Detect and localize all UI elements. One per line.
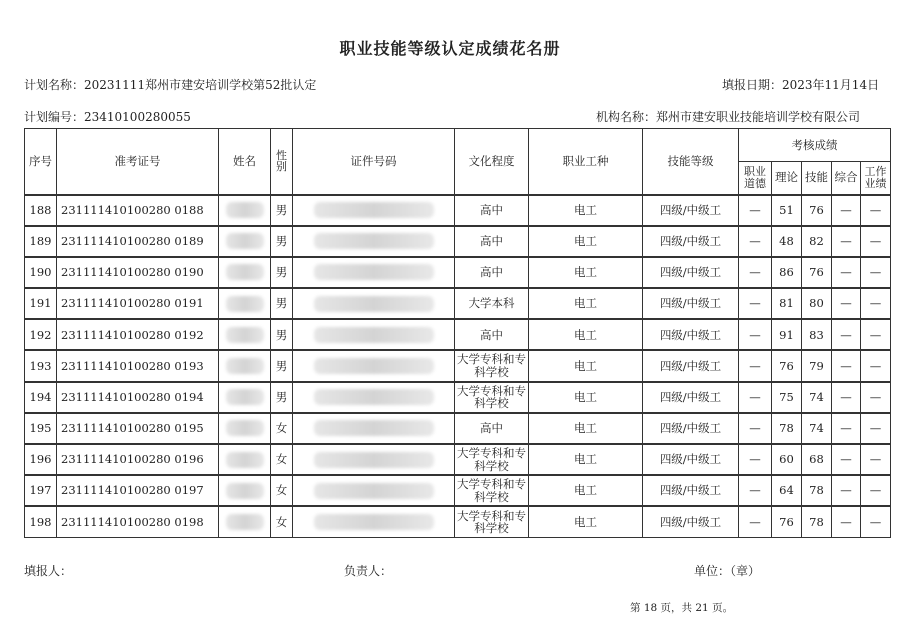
cell-job: 电工 [529, 195, 643, 226]
cell-education: 大学专科和专科学校 [455, 475, 529, 506]
cell-theory: 64 [772, 475, 802, 506]
cell-exam-no: 231111410100280 0197 [57, 475, 219, 506]
cell-job: 电工 [529, 288, 643, 319]
table-row [25, 444, 891, 475]
cell-exam-no: 231111410100280 0196 [57, 444, 219, 475]
cell-id-redacted [293, 350, 455, 381]
cell-id-redacted [293, 226, 455, 257]
cell-name-redacted [219, 413, 271, 444]
cell-seq: 189 [25, 226, 57, 257]
redacted-name [226, 452, 264, 468]
cell-education: 大学专科和专科学校 [455, 382, 529, 413]
cell-ethics: — [739, 288, 772, 319]
redacted-id [314, 233, 434, 249]
cell-skill: 80 [802, 288, 832, 319]
cell-education: 大学专科和专科学校 [455, 506, 529, 537]
redacted-id [314, 420, 434, 436]
cell-exam-no: 231111410100280 0193 [57, 350, 219, 381]
cell-ethics: — [739, 226, 772, 257]
cell-performance: — [861, 288, 891, 319]
cell-level: 四级/中级工 [643, 350, 739, 381]
cell-seq: 194 [25, 382, 57, 413]
cell-job: 电工 [529, 257, 643, 288]
cell-seq: 188 [25, 195, 57, 226]
cell-skill: 83 [802, 319, 832, 350]
redacted-id [314, 514, 434, 530]
cell-overall: — [832, 382, 861, 413]
cell-level: 四级/中级工 [643, 226, 739, 257]
cell-ethics: — [739, 195, 772, 226]
cell-id-redacted [293, 382, 455, 413]
cell-overall: — [832, 195, 861, 226]
table-row [25, 288, 891, 319]
header-id-no: 证件号码 [293, 129, 455, 195]
cell-seq: 196 [25, 444, 57, 475]
redacted-id [314, 296, 434, 312]
table-row [25, 195, 891, 226]
plan-number: 计划编号：23410100280055 [24, 110, 191, 124]
cell-exam-no: 231111410100280 0195 [57, 413, 219, 444]
cell-performance: — [861, 506, 891, 537]
redacted-name [226, 358, 264, 374]
cell-performance: — [861, 475, 891, 506]
cell-overall: — [832, 475, 861, 506]
table-row [25, 413, 891, 444]
cell-ethics: — [739, 444, 772, 475]
score-table [24, 128, 891, 538]
cell-education: 高中 [455, 195, 529, 226]
cell-exam-no: 231111410100280 0190 [57, 257, 219, 288]
cell-gender: 女 [271, 475, 293, 506]
cell-id-redacted [293, 506, 455, 537]
redacted-name [226, 389, 264, 405]
cell-performance: — [861, 226, 891, 257]
cell-gender: 男 [271, 382, 293, 413]
cell-ethics: — [739, 319, 772, 350]
page-title: 职业技能等级认定成绩花名册 [339, 39, 561, 58]
redacted-id [314, 483, 434, 499]
cell-education: 大学专科和专科学校 [455, 350, 529, 381]
cell-overall: — [832, 413, 861, 444]
redacted-name [226, 420, 264, 436]
header-ethics: 职业道德 [739, 162, 772, 195]
cell-skill: 68 [802, 444, 832, 475]
redacted-name [226, 264, 264, 280]
redacted-id [314, 452, 434, 468]
cell-seq: 198 [25, 506, 57, 537]
cell-performance: — [861, 195, 891, 226]
redacted-name [226, 202, 264, 218]
cell-education: 高中 [455, 413, 529, 444]
cell-performance: — [861, 350, 891, 381]
table-row [25, 382, 891, 413]
cell-seq: 197 [25, 475, 57, 506]
cell-skill: 78 [802, 506, 832, 537]
cell-performance: — [861, 257, 891, 288]
cell-performance: — [861, 382, 891, 413]
redacted-name [226, 296, 264, 312]
cell-seq: 195 [25, 413, 57, 444]
cell-job: 电工 [529, 475, 643, 506]
cell-skill: 79 [802, 350, 832, 381]
cell-name-redacted [219, 195, 271, 226]
cell-id-redacted [293, 195, 455, 226]
cell-exam-no: 231111410100280 0191 [57, 288, 219, 319]
cell-overall: — [832, 226, 861, 257]
cell-gender: 男 [271, 195, 293, 226]
cell-ethics: — [739, 413, 772, 444]
cell-ethics: — [739, 382, 772, 413]
redacted-name [226, 327, 264, 343]
cell-theory: 76 [772, 506, 802, 537]
cell-job: 电工 [529, 226, 643, 257]
cell-theory: 86 [772, 257, 802, 288]
footer-responsible: 负责人： [344, 564, 393, 578]
organization-name: 机构名称：郑州市建安职业技能培训学校有限公司 [596, 110, 861, 124]
cell-gender: 女 [271, 413, 293, 444]
header-overall: 综合 [832, 162, 861, 195]
cell-theory: 51 [772, 195, 802, 226]
cell-gender: 男 [271, 288, 293, 319]
cell-id-redacted [293, 475, 455, 506]
cell-job: 电工 [529, 350, 643, 381]
plan-name: 计划名称：20231111郑州市建安培训学校第52批认定 [24, 78, 317, 92]
header-education: 文化程度 [455, 129, 529, 195]
cell-exam-no: 231111410100280 0192 [57, 319, 219, 350]
header-gender: 性别 [271, 129, 293, 195]
cell-seq: 191 [25, 288, 57, 319]
cell-ethics: — [739, 350, 772, 381]
cell-name-redacted [219, 319, 271, 350]
redacted-id [314, 327, 434, 343]
footer-unit: 单位：（章） [694, 564, 761, 578]
cell-performance: — [861, 413, 891, 444]
cell-theory: 91 [772, 319, 802, 350]
cell-level: 四级/中级工 [643, 506, 739, 537]
header-name: 姓名 [219, 129, 271, 195]
cell-theory: 81 [772, 288, 802, 319]
cell-overall: — [832, 288, 861, 319]
cell-level: 四级/中级工 [643, 382, 739, 413]
cell-theory: 76 [772, 350, 802, 381]
cell-gender: 男 [271, 350, 293, 381]
table-row [25, 506, 891, 537]
cell-skill: 74 [802, 413, 832, 444]
page-number: 第 18 页，共 21 页。 [630, 602, 734, 614]
cell-seq: 192 [25, 319, 57, 350]
cell-name-redacted [219, 350, 271, 381]
cell-id-redacted [293, 413, 455, 444]
cell-id-redacted [293, 444, 455, 475]
cell-seq: 193 [25, 350, 57, 381]
cell-name-redacted [219, 475, 271, 506]
cell-overall: — [832, 444, 861, 475]
cell-overall: — [832, 350, 861, 381]
cell-exam-no: 231111410100280 0188 [57, 195, 219, 226]
header-scores: 考核成绩 [739, 129, 891, 162]
cell-name-redacted [219, 288, 271, 319]
cell-theory: 78 [772, 413, 802, 444]
cell-name-redacted [219, 506, 271, 537]
table-row [25, 319, 891, 350]
cell-performance: — [861, 444, 891, 475]
table-row [25, 226, 891, 257]
cell-theory: 60 [772, 444, 802, 475]
cell-exam-no: 231111410100280 0198 [57, 506, 219, 537]
cell-job: 电工 [529, 382, 643, 413]
cell-gender: 男 [271, 257, 293, 288]
cell-education: 大学本科 [455, 288, 529, 319]
header-level: 技能等级 [643, 129, 739, 195]
cell-gender: 男 [271, 319, 293, 350]
cell-skill: 74 [802, 382, 832, 413]
header-performance: 工作业绩 [861, 162, 891, 195]
header-theory: 理论 [772, 162, 802, 195]
cell-ethics: — [739, 475, 772, 506]
cell-education: 大学专科和专科学校 [455, 444, 529, 475]
fill-date: 填报日期：2023年11月14日 [722, 78, 880, 92]
cell-id-redacted [293, 319, 455, 350]
cell-level: 四级/中级工 [643, 319, 739, 350]
redacted-id [314, 264, 434, 280]
header-exam-no: 准考证号 [57, 129, 219, 195]
cell-level: 四级/中级工 [643, 195, 739, 226]
cell-job: 电工 [529, 413, 643, 444]
cell-skill: 76 [802, 257, 832, 288]
cell-name-redacted [219, 444, 271, 475]
cell-skill: 76 [802, 195, 832, 226]
cell-job: 电工 [529, 319, 643, 350]
redacted-name [226, 233, 264, 249]
cell-theory: 48 [772, 226, 802, 257]
redacted-id [314, 358, 434, 374]
table-row [25, 350, 891, 381]
cell-job: 电工 [529, 506, 643, 537]
cell-overall: — [832, 506, 861, 537]
cell-seq: 190 [25, 257, 57, 288]
cell-name-redacted [219, 257, 271, 288]
cell-job: 电工 [529, 444, 643, 475]
cell-performance: — [861, 319, 891, 350]
cell-exam-no: 231111410100280 0189 [57, 226, 219, 257]
table-row [25, 475, 891, 506]
cell-overall: — [832, 257, 861, 288]
cell-id-redacted [293, 257, 455, 288]
cell-level: 四级/中级工 [643, 413, 739, 444]
cell-level: 四级/中级工 [643, 257, 739, 288]
cell-skill: 78 [802, 475, 832, 506]
cell-level: 四级/中级工 [643, 444, 739, 475]
cell-level: 四级/中级工 [643, 288, 739, 319]
cell-education: 高中 [455, 226, 529, 257]
header-skill: 技能 [802, 162, 832, 195]
cell-name-redacted [219, 226, 271, 257]
cell-education: 高中 [455, 257, 529, 288]
footer-filler: 填报人： [24, 564, 73, 578]
cell-ethics: — [739, 257, 772, 288]
cell-name-redacted [219, 382, 271, 413]
cell-level: 四级/中级工 [643, 475, 739, 506]
redacted-id [314, 202, 434, 218]
cell-skill: 82 [802, 226, 832, 257]
cell-gender: 女 [271, 506, 293, 537]
cell-exam-no: 231111410100280 0194 [57, 382, 219, 413]
cell-gender: 女 [271, 444, 293, 475]
cell-id-redacted [293, 288, 455, 319]
cell-gender: 男 [271, 226, 293, 257]
cell-theory: 75 [772, 382, 802, 413]
cell-education: 高中 [455, 319, 529, 350]
header-job: 职业工种 [529, 129, 643, 195]
cell-overall: — [832, 319, 861, 350]
header-seq: 序号 [25, 129, 57, 195]
redacted-name [226, 483, 264, 499]
redacted-id [314, 389, 434, 405]
redacted-name [226, 514, 264, 530]
cell-ethics: — [739, 506, 772, 537]
table-row [25, 257, 891, 288]
